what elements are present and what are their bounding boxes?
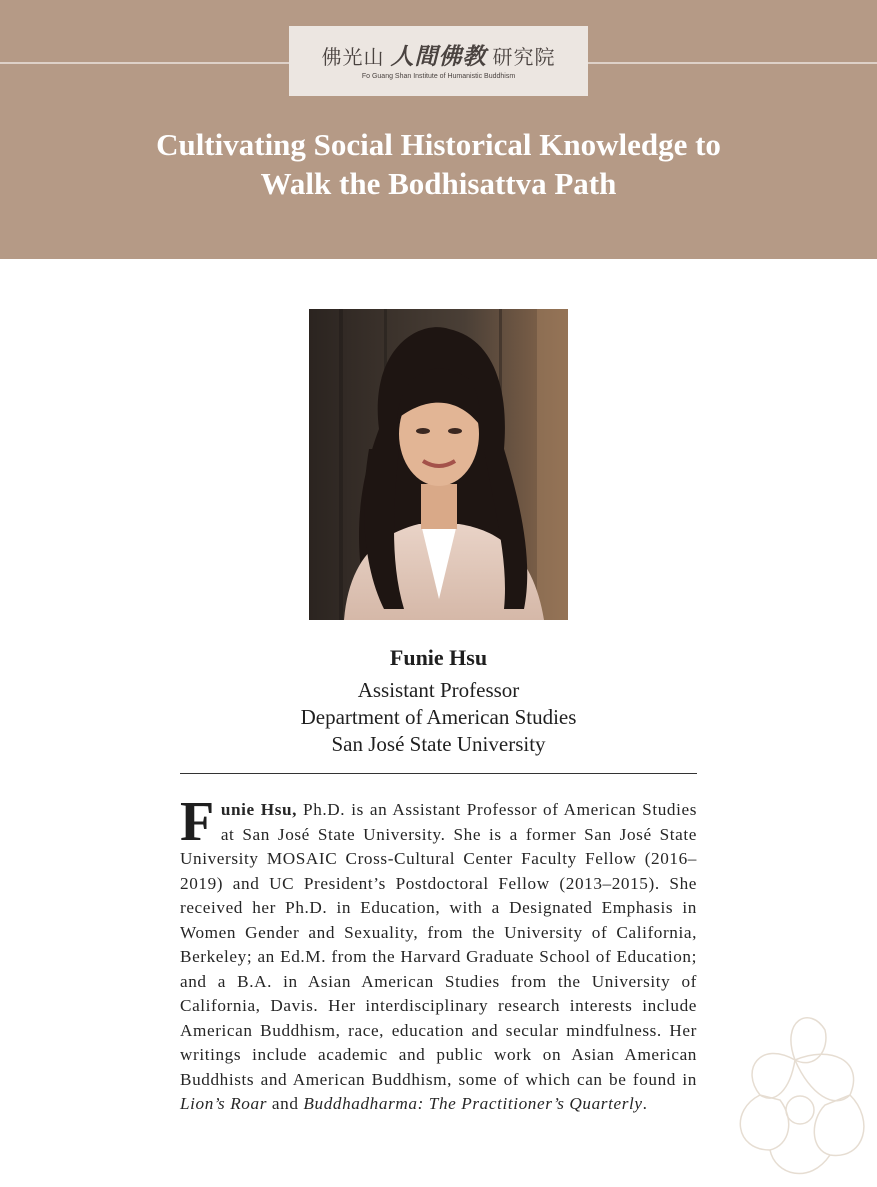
header-banner bbox=[0, 0, 877, 259]
logo-chinese-text: 佛光山 人間佛教 研究院 bbox=[321, 43, 556, 70]
bio-end: . bbox=[642, 1094, 648, 1113]
bio-name-bold: unie Hsu, bbox=[220, 800, 298, 819]
institute-logo bbox=[289, 26, 588, 96]
person-university: San José State University bbox=[331, 732, 546, 756]
portrait-photo bbox=[309, 309, 568, 620]
publication-buddhadharma: Buddhadharma: The Practitioner’s Quarterly bbox=[303, 1094, 643, 1113]
section-divider bbox=[180, 773, 697, 774]
title-line-1: Cultivating Social Historical Knowledge to bbox=[156, 127, 721, 162]
person-department: Department of American Studies bbox=[300, 705, 577, 729]
biography-paragraph bbox=[180, 791, 697, 1117]
logo-english-text: Fo Guang Shan Institute of Humanistic Buddhism bbox=[361, 73, 516, 80]
portrait-image-icon bbox=[309, 309, 568, 620]
drop-cap: F bbox=[180, 791, 215, 853]
title-line-2: Walk the Bodhisattva Path bbox=[260, 166, 617, 201]
bio-conjunction: and bbox=[267, 1094, 304, 1113]
person-name: Funie Hsu bbox=[389, 645, 488, 670]
person-position: Assistant Professor bbox=[357, 678, 520, 702]
page-title bbox=[0, 125, 877, 203]
publication-lions-roar: Lion’s Roar bbox=[180, 1094, 267, 1113]
lotus-flower-icon bbox=[700, 1000, 877, 1187]
bio-text: Ph.D. is an Assistant Professor of American Studies at San José State University. She is a former San José State University MOSAIC Cross-Cultural Center Faculty Fellow (2016–2019) and UC President’s Postdoctoral Fellow (2013–2015). She received her Ph.D. in Education, with a Designated Emphasis in Women Gender and Sexuality, from the University of California, Berkeley; an Ed.M. from the Harvard Graduate School of Education; and a B.A. in Asian American Studies from the University of California, Davis. Her interdisciplinary research interests include American Buddhism, race, education and secular mindfulness. Her writings include academic and public work on Asian American Buddhists and American Buddhism, some of which can be found in bbox=[180, 800, 697, 1089]
